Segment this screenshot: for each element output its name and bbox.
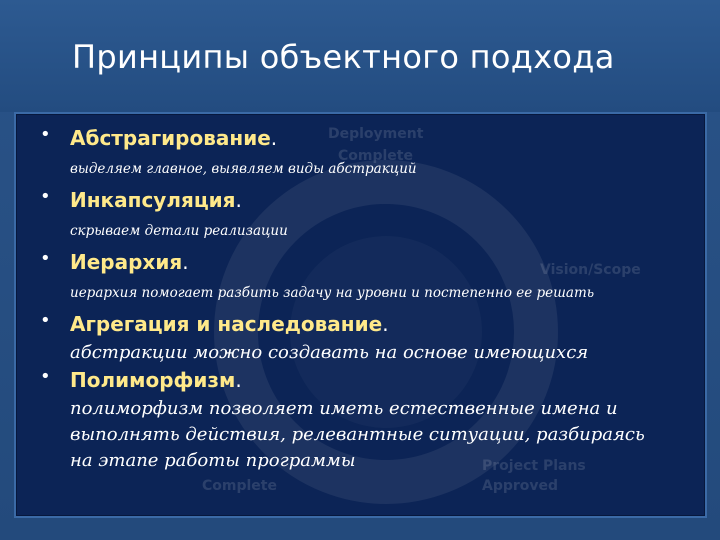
bullet: •	[40, 248, 51, 269]
item-description: иерархия помогает разбить задачу на уровни и постепенно ее решать	[70, 285, 595, 301]
principles-list	[38, 124, 695, 474]
content-panel	[14, 112, 707, 518]
watermark-vision-scope: Vision/Scope	[540, 262, 641, 278]
item-title: Полиморфизм.	[70, 368, 242, 392]
list-item	[38, 366, 695, 474]
watermark-complete-top: Complete	[338, 148, 413, 164]
bullet: •	[40, 310, 51, 331]
item-description: полиморфизм позволяет иметь естественные имена и выполнять действия, релевантные ситуации, разбираясь на этапе работы программы	[70, 398, 645, 471]
bullet: •	[40, 366, 51, 387]
item-description: выделяем главное, выявляем виды абстракций	[70, 161, 417, 177]
item-title: Иерархия.	[70, 250, 189, 274]
list-item	[38, 310, 695, 366]
item-description: скрываем детали реализации	[70, 223, 288, 239]
item-title: Абстрагирование.	[70, 126, 278, 150]
bullet: •	[40, 124, 51, 145]
list-item	[38, 186, 695, 242]
watermark-project-plans: Project Plans	[482, 458, 586, 474]
bullet: •	[40, 186, 51, 207]
item-title: Инкапсуляция.	[70, 188, 242, 212]
list-item	[38, 248, 695, 304]
title-area	[0, 0, 720, 112]
item-description: абстракции можно создавать на основе имеющихся	[70, 342, 589, 363]
list-item	[38, 124, 695, 180]
item-title: Агрегация и наследование.	[70, 312, 389, 336]
watermark-deployment: Deployment	[328, 126, 424, 142]
watermark-approved: Approved	[482, 478, 559, 494]
watermark-complete-bottom: Complete	[202, 478, 277, 494]
slide-title: Принципы объектного подхода	[72, 38, 615, 76]
